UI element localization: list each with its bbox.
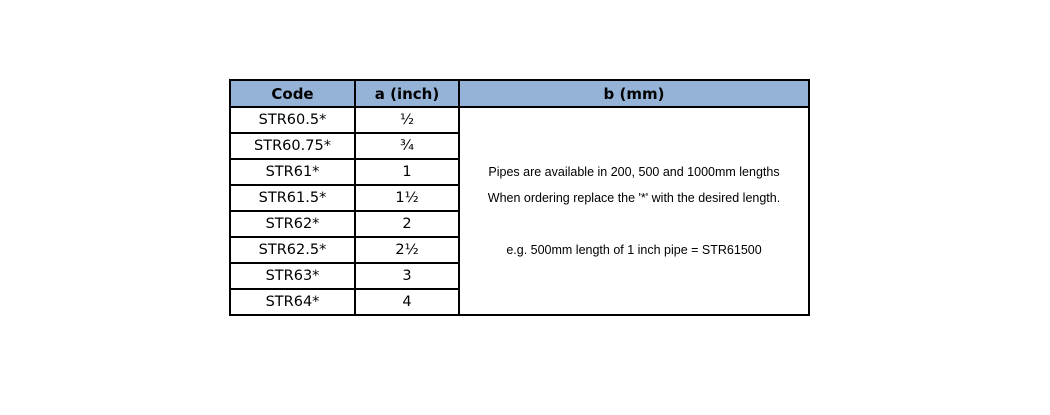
note-availability: Pipes are available in 200, 500 and 1000mm lengths xyxy=(488,165,780,179)
code-cell: STR60.5* xyxy=(230,107,355,133)
pipe-spec-table xyxy=(229,79,810,316)
header-code: Code xyxy=(230,80,355,107)
a-inch-cell: 1 xyxy=(355,159,459,185)
a-inch-cell: ¾ xyxy=(355,133,459,159)
code-cell: STR63* xyxy=(230,263,355,289)
table-header-row xyxy=(230,80,809,107)
a-inch-cell: 4 xyxy=(355,289,459,315)
header-a-inch: a (inch) xyxy=(355,80,459,107)
a-inch-cell: 3 xyxy=(355,263,459,289)
a-inch-cell: 1½ xyxy=(355,185,459,211)
note-spacer xyxy=(460,211,808,237)
ordering-note xyxy=(459,107,809,315)
code-cell: STR62.5* xyxy=(230,237,355,263)
a-inch-cell: 2 xyxy=(355,211,459,237)
table-row xyxy=(230,107,809,133)
a-inch-cell: ½ xyxy=(355,107,459,133)
note-ordering: When ordering replace the '*' with the desired length. xyxy=(487,191,781,205)
code-cell: STR61* xyxy=(230,159,355,185)
a-inch-cell: 2½ xyxy=(355,237,459,263)
note-example: e.g. 500mm length of 1 inch pipe = STR61500 xyxy=(506,243,762,257)
code-cell: STR62* xyxy=(230,211,355,237)
code-cell: STR64* xyxy=(230,289,355,315)
code-cell: STR60.75* xyxy=(230,133,355,159)
code-cell: STR61.5* xyxy=(230,185,355,211)
header-b-mm: b (mm) xyxy=(459,80,809,107)
